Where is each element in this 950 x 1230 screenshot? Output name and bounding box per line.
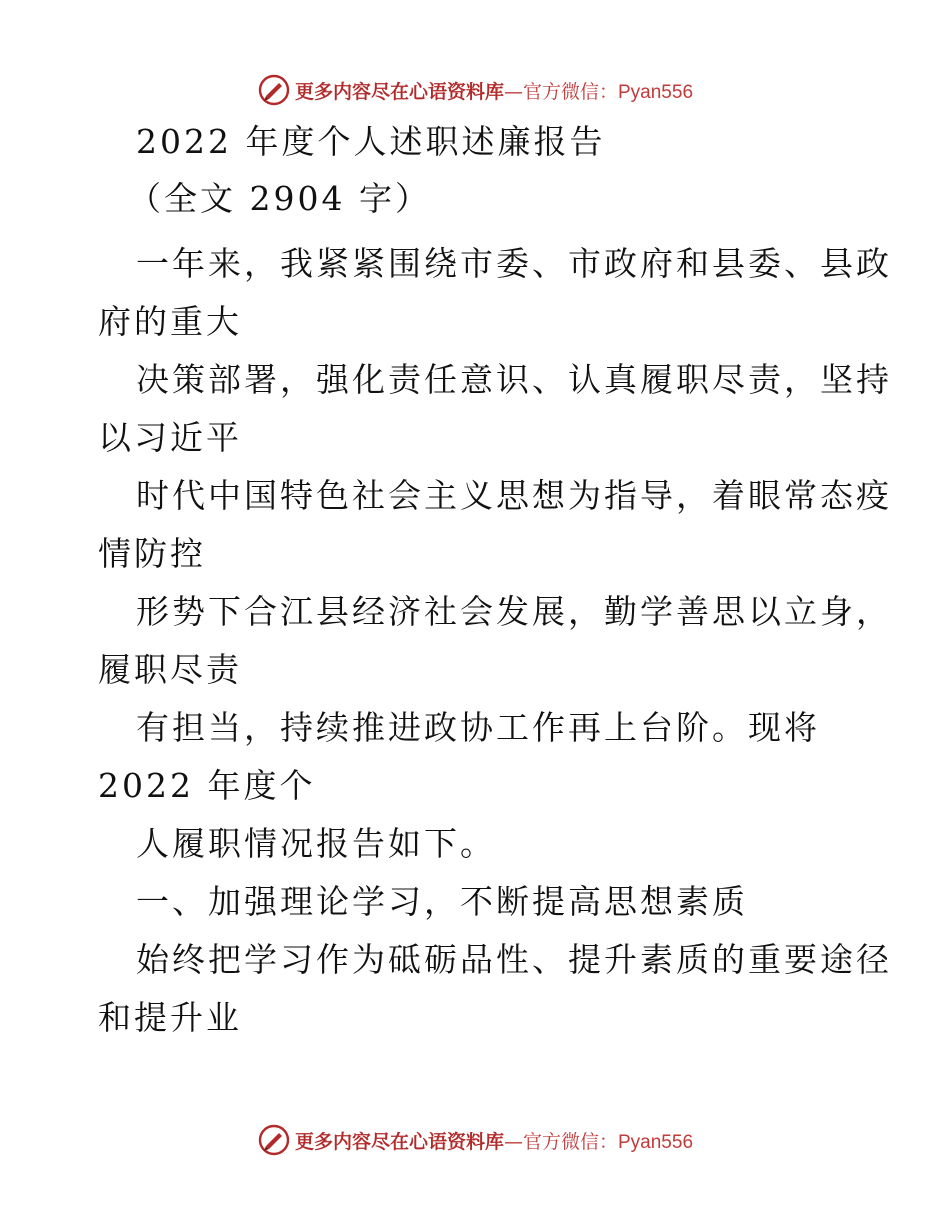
paragraph-line: 有担当，持续推进政协工作再上台阶。现将 (136, 708, 820, 747)
watermark-sub: —官方微信： (503, 80, 618, 103)
watermark-text (295, 1127, 693, 1154)
paragraph-line: 2022 年度个 (98, 766, 316, 805)
watermark-id: Pyan556 (618, 1131, 694, 1153)
watermark-text (295, 77, 693, 104)
watermark-footer (0, 1120, 950, 1160)
paragraph-line: 履职尽责 (98, 650, 242, 689)
paragraph-line: 府的重大 (98, 302, 242, 341)
paragraph-line: 决策部署，强化责任意识、认真履职尽责，坚持 (136, 360, 892, 399)
paragraph-line: 一年来，我紧紧围绕市委、市政府和县委、县政 (136, 244, 892, 283)
doc-subtitle: （全文 2904 字） (128, 179, 431, 218)
paragraph-line: 形势下合江县经济社会发展，勤学善思以立身， (136, 592, 892, 631)
watermark-sub: —官方微信： (503, 1130, 618, 1153)
watermark-main: 更多内容尽在心语资料库 (294, 1130, 504, 1153)
logo-icon (257, 1123, 291, 1157)
paragraph-line: 人履职情况报告如下。 (136, 824, 496, 863)
section-heading: 一、加强理论学习，不断提高思想素质 (136, 882, 748, 921)
watermark-header (0, 70, 950, 110)
paragraph-line: 和提升业 (98, 998, 242, 1037)
paragraph-line: 情防控 (98, 534, 206, 573)
paragraph-line: 以习近平 (98, 418, 242, 457)
paragraph-line: 始终把学习作为砥砺品性、提升素质的重要途径 (136, 940, 892, 979)
logo-icon (257, 73, 291, 107)
watermark-main: 更多内容尽在心语资料库 (294, 80, 504, 103)
paragraph-line: 时代中国特色社会主义思想为指导，着眼常态疫 (136, 476, 892, 515)
watermark-id: Pyan556 (618, 81, 694, 103)
doc-title: 2022 年度个人述职述廉报告 (136, 122, 606, 161)
